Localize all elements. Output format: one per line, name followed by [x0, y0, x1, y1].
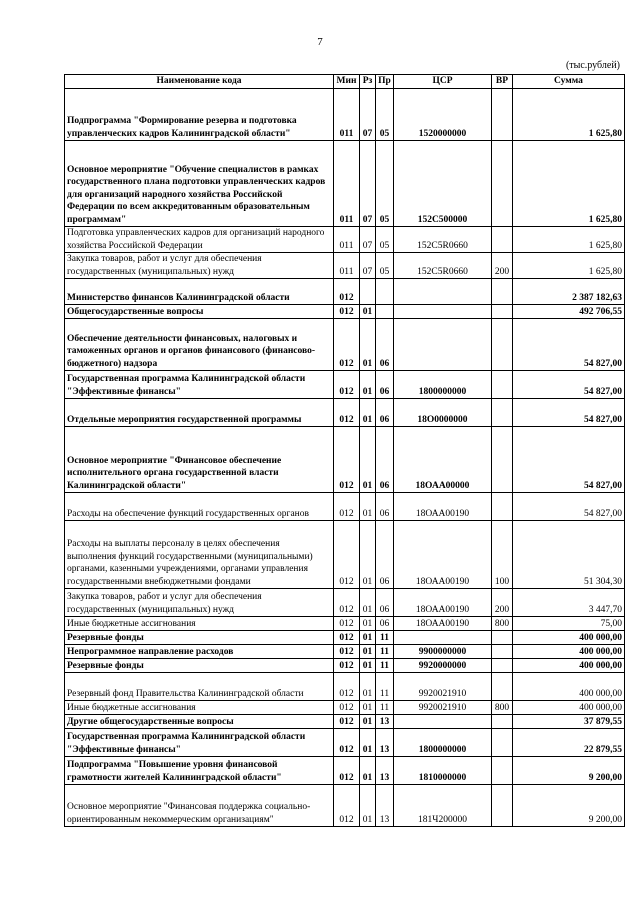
row-min: 012 — [334, 729, 360, 757]
table-row — [65, 617, 625, 631]
row-pr — [376, 305, 394, 319]
row-min: 012 — [334, 645, 360, 659]
row-sum: 54 827,00 — [513, 493, 625, 521]
row-pr: 06 — [376, 617, 394, 631]
row-vr — [492, 757, 513, 785]
row-sum: 22 879,55 — [513, 729, 625, 757]
row-pr: 11 — [376, 659, 394, 673]
row-vr — [492, 319, 513, 371]
row-sum: 400 000,00 — [513, 701, 625, 715]
table-row — [65, 521, 625, 589]
row-min: 011 — [334, 227, 360, 253]
row-min: 011 — [334, 89, 360, 141]
row-vr: 200 — [492, 589, 513, 617]
row-vr — [492, 659, 513, 673]
row-csr: 9920000000 — [394, 659, 492, 673]
row-rz: 01 — [360, 493, 376, 521]
table-row — [65, 399, 625, 427]
row-name: Государственная программа Калининградской области "Эффективные финансы" — [65, 729, 334, 757]
table-row — [65, 227, 625, 253]
row-pr: 11 — [376, 645, 394, 659]
row-sum: 9 200,00 — [513, 785, 625, 827]
header-sum: Сумма — [513, 75, 625, 89]
header-row — [65, 75, 625, 89]
row-csr — [394, 279, 492, 305]
row-name: Государственная программа Калининградской области "Эффективные финансы" — [65, 371, 334, 399]
row-vr — [492, 279, 513, 305]
row-min: 012 — [334, 673, 360, 701]
row-pr: 11 — [376, 631, 394, 645]
row-name: Резервные фонды — [65, 659, 334, 673]
row-csr — [394, 631, 492, 645]
row-vr — [492, 371, 513, 399]
row-rz: 01 — [360, 785, 376, 827]
row-pr: 11 — [376, 701, 394, 715]
row-vr — [492, 729, 513, 757]
table-row — [65, 645, 625, 659]
row-pr: 13 — [376, 715, 394, 729]
table-row — [65, 89, 625, 141]
row-rz: 07 — [360, 89, 376, 141]
row-vr — [492, 305, 513, 319]
row-pr: 06 — [376, 427, 394, 493]
row-rz — [360, 279, 376, 305]
row-sum: 400 000,00 — [513, 673, 625, 701]
header-min: Мин — [334, 75, 360, 89]
header-rz: Рз — [360, 75, 376, 89]
row-name: Расходы на обеспечение функций государственных органов — [65, 493, 334, 521]
header-csr: ЦСР — [394, 75, 492, 89]
row-vr — [492, 493, 513, 521]
header-vr: ВР — [492, 75, 513, 89]
row-sum: 400 000,00 — [513, 645, 625, 659]
row-sum: 9 200,00 — [513, 757, 625, 785]
row-min: 012 — [334, 305, 360, 319]
row-pr: 13 — [376, 757, 394, 785]
row-vr — [492, 631, 513, 645]
row-sum: 1 625,80 — [513, 89, 625, 141]
row-sum: 492 706,55 — [513, 305, 625, 319]
row-min: 012 — [334, 631, 360, 645]
row-vr — [492, 715, 513, 729]
row-name: Резервные фонды — [65, 631, 334, 645]
row-rz: 01 — [360, 715, 376, 729]
row-pr: 06 — [376, 319, 394, 371]
row-name: Подготовка управленческих кадров для организаций народного хозяйства Российской Федерации — [65, 227, 334, 253]
row-csr — [394, 305, 492, 319]
row-sum: 54 827,00 — [513, 371, 625, 399]
row-csr: 1800000000 — [394, 371, 492, 399]
row-sum: 400 000,00 — [513, 631, 625, 645]
row-csr — [394, 715, 492, 729]
row-vr: 800 — [492, 617, 513, 631]
budget-table — [64, 74, 625, 827]
row-min: 012 — [334, 319, 360, 371]
row-name: Расходы на выплаты персоналу в целях обеспечения выполнения функций государственными (муниципальными) органами, казенными учреждениями, органами управления государственными внебюджетными фондами — [65, 521, 334, 589]
row-pr: 06 — [376, 589, 394, 617]
row-rz: 07 — [360, 141, 376, 227]
row-vr: 800 — [492, 701, 513, 715]
row-rz: 01 — [360, 645, 376, 659]
row-min: 012 — [334, 399, 360, 427]
row-pr: 11 — [376, 673, 394, 701]
row-csr: 18ОАА00190 — [394, 521, 492, 589]
row-rz: 01 — [360, 589, 376, 617]
row-csr: 9920021910 — [394, 673, 492, 701]
row-vr — [492, 645, 513, 659]
table-row — [65, 371, 625, 399]
row-csr: 152С5R0660 — [394, 253, 492, 279]
row-csr: 1810000000 — [394, 757, 492, 785]
table-row — [65, 589, 625, 617]
row-rz: 01 — [360, 701, 376, 715]
row-vr — [492, 89, 513, 141]
row-name: Отдельные мероприятия государственной программы — [65, 399, 334, 427]
row-rz: 07 — [360, 227, 376, 253]
row-pr — [376, 279, 394, 305]
table-row — [65, 141, 625, 227]
row-sum: 1 625,80 — [513, 253, 625, 279]
row-pr: 06 — [376, 399, 394, 427]
table-row — [65, 715, 625, 729]
row-min: 012 — [334, 589, 360, 617]
row-csr: 152С5R0660 — [394, 227, 492, 253]
row-name: Подпрограмма "Повышение уровня финансовой грамотности жителей Калининградской области" — [65, 757, 334, 785]
row-pr: 06 — [376, 493, 394, 521]
row-csr: 18ОАА00190 — [394, 617, 492, 631]
row-sum: 54 827,00 — [513, 427, 625, 493]
row-vr — [492, 399, 513, 427]
row-sum: 54 827,00 — [513, 319, 625, 371]
row-vr — [492, 673, 513, 701]
row-vr — [492, 427, 513, 493]
row-csr: 18ОАА00000 — [394, 427, 492, 493]
row-min: 012 — [334, 617, 360, 631]
row-vr — [492, 785, 513, 827]
row-csr: 152С500000 — [394, 141, 492, 227]
table-row — [65, 701, 625, 715]
row-rz: 01 — [360, 319, 376, 371]
row-name: Подпрограмма "Формирование резерва и подготовка управленческих кадров Калининградской области" — [65, 89, 334, 141]
row-min: 012 — [334, 427, 360, 493]
table-row — [65, 785, 625, 827]
row-name: Иные бюджетные ассигнования — [65, 617, 334, 631]
row-name: Обеспечение деятельности финансовых, налоговых и таможенных органов и органов финансового (финансово-бюджетного) надзора — [65, 319, 334, 371]
row-csr: 9920021910 — [394, 701, 492, 715]
table-row — [65, 493, 625, 521]
table-row — [65, 631, 625, 645]
row-rz: 01 — [360, 521, 376, 589]
row-csr: 1800000000 — [394, 729, 492, 757]
row-rz: 01 — [360, 617, 376, 631]
row-vr — [492, 141, 513, 227]
row-csr: 1520000000 — [394, 89, 492, 141]
row-name: Другие общегосударственные вопросы — [65, 715, 334, 729]
table-row — [65, 279, 625, 305]
row-rz: 01 — [360, 399, 376, 427]
row-rz: 01 — [360, 757, 376, 785]
row-sum: 51 304,30 — [513, 521, 625, 589]
row-min: 012 — [334, 521, 360, 589]
table-row — [65, 673, 625, 701]
row-min: 011 — [334, 141, 360, 227]
row-name: Иные бюджетные ассигнования — [65, 701, 334, 715]
table-row — [65, 757, 625, 785]
row-pr: 06 — [376, 371, 394, 399]
row-csr: 18ОАА00190 — [394, 589, 492, 617]
row-name: Непрограммное направление расходов — [65, 645, 334, 659]
row-name: Основное мероприятие "Финансовая поддержка социально-ориентированным некоммерческим организациям" — [65, 785, 334, 827]
table-row — [65, 305, 625, 319]
row-rz: 01 — [360, 371, 376, 399]
row-min: 012 — [334, 659, 360, 673]
table-row — [65, 659, 625, 673]
row-sum: 400 000,00 — [513, 659, 625, 673]
row-sum: 75,00 — [513, 617, 625, 631]
row-rz: 01 — [360, 631, 376, 645]
row-name: Общегосударственные вопросы — [65, 305, 334, 319]
header-name: Наименование кода — [65, 75, 334, 89]
table-body — [65, 89, 625, 827]
row-csr: 18ОАА00190 — [394, 493, 492, 521]
row-name: Основное мероприятие "Обучение специалистов в рамках государственного плана подготовки управленческих кадров для организаций народного хозяйства Российской Федерации по всем аккредитованным образовательным программам" — [65, 141, 334, 227]
units-label: (тыс.рублей) — [565, 60, 620, 71]
row-rz: 01 — [360, 729, 376, 757]
row-min: 012 — [334, 279, 360, 305]
header-pr: Пр — [376, 75, 394, 89]
row-pr: 13 — [376, 785, 394, 827]
row-pr: 06 — [376, 521, 394, 589]
row-min: 012 — [334, 715, 360, 729]
row-vr — [492, 227, 513, 253]
row-min: 012 — [334, 371, 360, 399]
row-name: Резервный фонд Правительства Калининградской области — [65, 673, 334, 701]
row-rz: 07 — [360, 253, 376, 279]
row-rz: 01 — [360, 659, 376, 673]
row-csr: 181Ч200000 — [394, 785, 492, 827]
row-name: Министерство финансов Калининградской области — [65, 279, 334, 305]
row-sum: 2 387 182,63 — [513, 279, 625, 305]
table-row — [65, 253, 625, 279]
table-row — [65, 427, 625, 493]
row-sum: 54 827,00 — [513, 399, 625, 427]
row-pr: 05 — [376, 89, 394, 141]
row-name: Закупка товаров, работ и услуг для обеспечения государственных (муниципальных) нужд — [65, 253, 334, 279]
row-name: Закупка товаров, работ и услуг для обеспечения государственных (муниципальных) нужд — [65, 589, 334, 617]
table-row — [65, 729, 625, 757]
row-sum: 1 625,80 — [513, 227, 625, 253]
row-vr: 100 — [492, 521, 513, 589]
table-row — [65, 319, 625, 371]
row-csr — [394, 319, 492, 371]
row-min: 012 — [334, 493, 360, 521]
row-csr: 18О0000000 — [394, 399, 492, 427]
row-pr: 05 — [376, 227, 394, 253]
row-sum: 3 447,70 — [513, 589, 625, 617]
row-rz: 01 — [360, 427, 376, 493]
row-min: 012 — [334, 757, 360, 785]
row-pr: 05 — [376, 253, 394, 279]
row-rz: 01 — [360, 305, 376, 319]
row-pr: 13 — [376, 729, 394, 757]
row-min: 012 — [334, 785, 360, 827]
row-vr: 200 — [492, 253, 513, 279]
row-pr: 05 — [376, 141, 394, 227]
row-sum: 37 879,55 — [513, 715, 625, 729]
row-name: Основное мероприятие "Финансовое обеспечение исполнительного органа государственной власти Калининградской области" — [65, 427, 334, 493]
row-min: 012 — [334, 701, 360, 715]
page-number: 7 — [317, 36, 323, 48]
row-csr: 9900000000 — [394, 645, 492, 659]
row-sum: 1 625,80 — [513, 141, 625, 227]
row-min: 011 — [334, 253, 360, 279]
row-rz: 01 — [360, 673, 376, 701]
